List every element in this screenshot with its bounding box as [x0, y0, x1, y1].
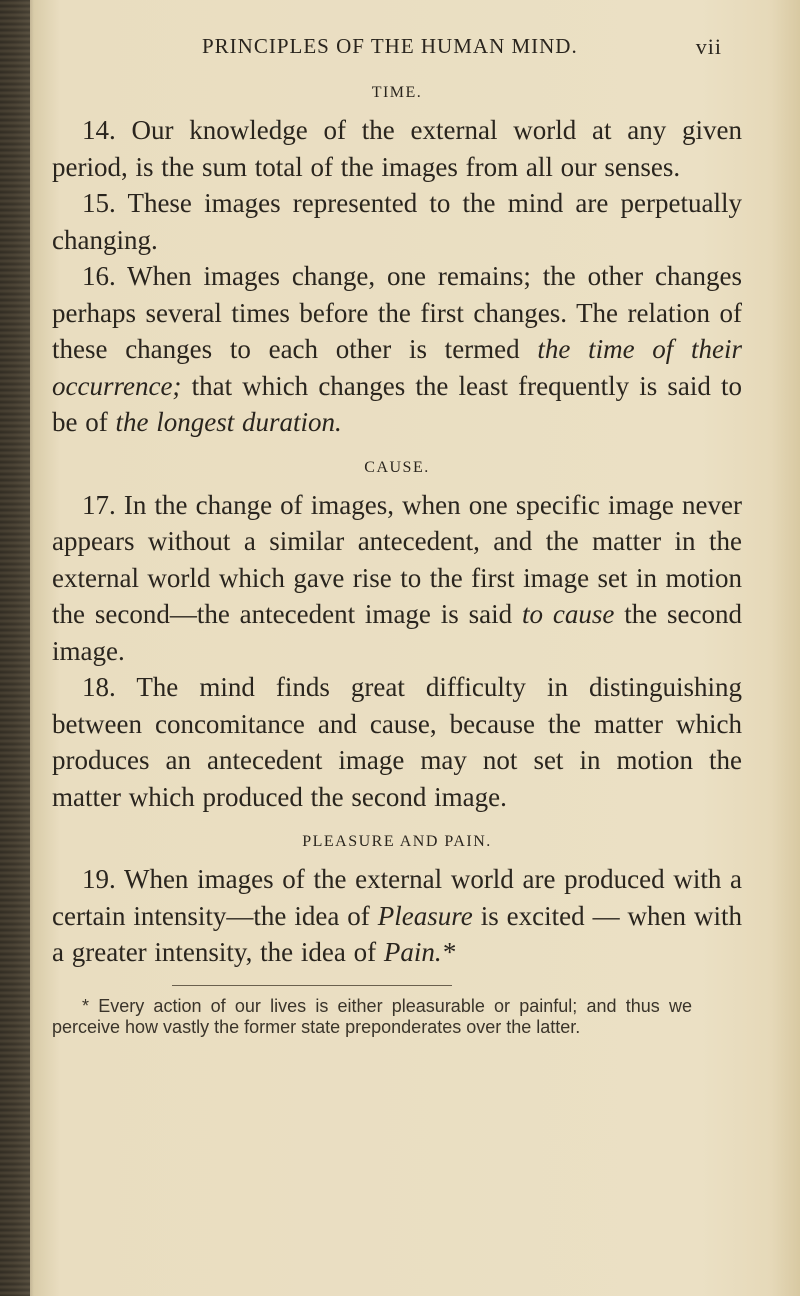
paragraph-text: In the change of images, when one specific image never appears without a similar antecedent, and the matter in the external world which gave rise to the first image set in motion the second—the antecedent image is said [52, 489, 742, 629]
italic-term: Pain.* [383, 937, 456, 967]
paragraph-number: 15. [82, 188, 116, 218]
page-content [52, 30, 742, 1038]
italic-term: to cause [521, 599, 615, 629]
paragraph-number: 14. [82, 115, 116, 145]
running-head [52, 30, 742, 64]
paragraph-text: These images represented to the mind are perpetually changing. [52, 188, 742, 255]
paragraph-number: 16. [82, 261, 116, 291]
running-head-title: PRINCIPLES OF THE HUMAN MIND. [202, 34, 578, 58]
section-heading-cause: CAUSE. [364, 458, 430, 476]
paragraph-text: When images change, one remains; the other changes perhaps several times before the first changes. The relation of these changes to each other is termed [52, 261, 742, 364]
paragraph-number: 18. [82, 672, 116, 702]
paragraph-number: 19. [82, 864, 116, 894]
paragraph-text: that which changes the least frequently is said to be of [52, 370, 742, 437]
paragraph-number: 17. [82, 489, 116, 520]
book-spine-shadow [0, 0, 30, 1296]
footnote-rule [172, 985, 452, 986]
italic-term: the time of their occurrence; [52, 334, 742, 401]
paragraph-19 [52, 861, 742, 971]
paragraph-17 [52, 487, 742, 670]
paragraph-text: is excited — when with a greater intensity, the idea of [52, 900, 743, 967]
paragraph-14 [52, 112, 742, 185]
paragraph-16 [52, 258, 742, 441]
paragraph-15 [52, 185, 742, 258]
page-number: vii [695, 34, 722, 59]
paragraph-text: The mind finds great difficulty in distinguishing between concomitance and cause, because the matter which produces an antecedent image may not set in motion the matter which produced the second image. [52, 672, 743, 812]
paragraph-text: Our knowledge of the external world at any given period, is the sum total of the images from all our senses. [52, 115, 743, 182]
section-heading-time: TIME. [371, 84, 423, 101]
paragraph-text: When images of the external world are produced with a certain intensity—the idea of [52, 864, 743, 931]
paragraph-18 [52, 669, 742, 815]
italic-term: the longest duration. [115, 407, 342, 437]
italic-term: Pleasure [377, 900, 473, 931]
paragraph-text: the second image. [52, 599, 743, 666]
section-heading-pleasure-and-pain: PLEASURE AND PAIN. [302, 833, 492, 850]
footnote: * Every action of our lives is either pleasurable or painful; and thus we perceive how vastly the former state preponderates over the latter. [52, 995, 692, 1037]
